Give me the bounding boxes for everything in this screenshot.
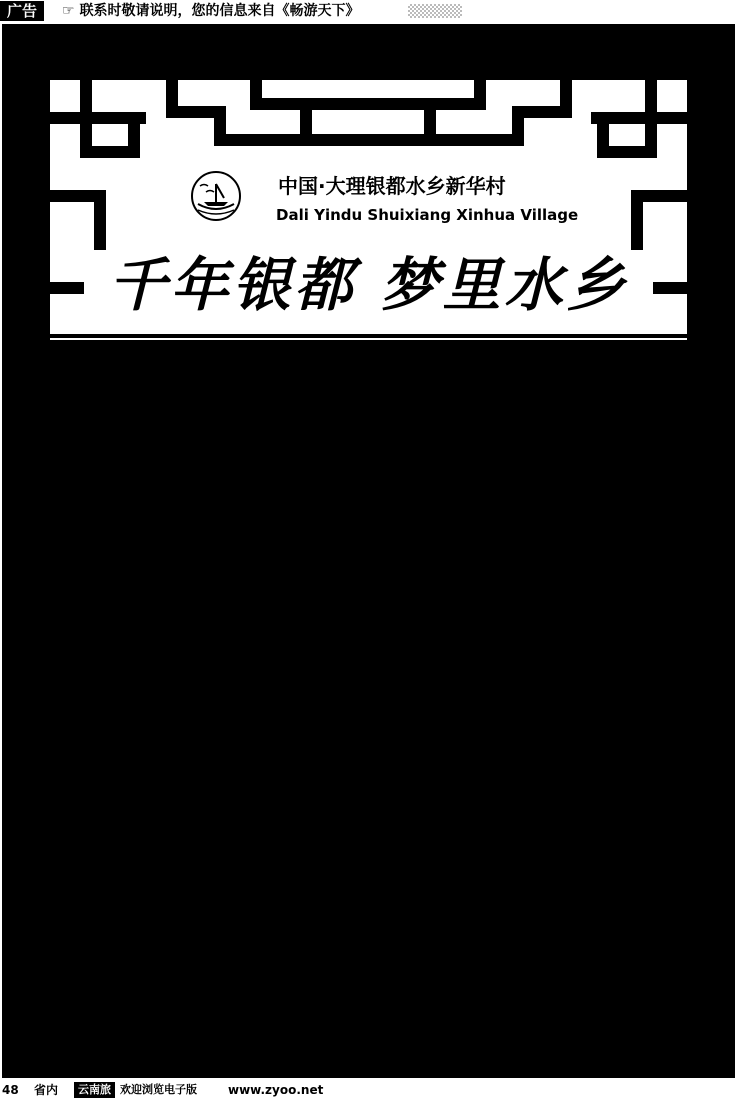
left-column — [50, 356, 360, 672]
fax-number: 传真：0872-4139546 — [434, 872, 578, 887]
village-sketch-illustration — [44, 720, 374, 1040]
right-column — [378, 356, 688, 718]
slogan-title: 千年银都 梦里水乡 — [108, 251, 629, 319]
notice-text: 联系时敬请说明，您的信息来自《畅游天下》 — [79, 3, 360, 19]
lijiang-office: 丽江办事处：0888-3108578 — [434, 912, 617, 927]
notice-mark-icon: ☞ — [62, 3, 74, 19]
section-label: 省内 — [34, 1083, 59, 1097]
paragraph: 银都水乡新华村，是一个典型的白族聚居村落，白族人口占98%，早在唐代南诏国时期，石寨子匠人就开始从事金银铜等手工艺品的加工制作，世代相传，延续至今。沿着这小锤敲过千年的痕迹，历史蕴育了誉满海内外的“鹤川匠人”。 — [50, 472, 360, 578]
ad-label: 广告 — [0, 1, 44, 21]
paragraph: 银都水乡新华村，万亩草海湿地，百鸟齐飞；十里荷塘飘香、千里芦苇扬花。极其丰富的地下水资源全国罕见，家家户户甘泉喷涌，鹤厚清澈、四季涌动，洗尽凡尘从不干涸，素有“泉潭之乡”的美誉。别具特色的风景吸引了大批中外游客到此观光游览，成为云南省旅游二次创业的首批国家AAAA级精品旅游景区。 — [378, 427, 688, 555]
paragraph: 新华村因其悠久的手工艺文化、优美的田园风光及丰富的地下水资源，2000年被国家文化部和中国村社发展促进会命名为“中国民间艺术之乡”、“中国民俗文化村”，2006年评为“云南十大名镇” 称号。 — [378, 563, 688, 646]
page-number: 48 — [2, 1083, 19, 1097]
footer-text: 欢迎浏览电子版 — [120, 1083, 197, 1096]
village-name-cn: 中国·大理银都水乡新华村 — [278, 174, 506, 198]
village-name-en: Dali Yindu Shuixiang Xinhua Village — [276, 206, 579, 224]
magazine-logo: 云南旅 — [74, 1082, 115, 1098]
paragraph: 银都水乡新华村是依原生态自然村落建成的国家AAAA级旅游景区。新华村原名石寨子，坐落于大理州西北部，处于大理至香格里拉黄金旅游线上，距大理古城126公里，离新近开通的大丽铁路仅8公里，与丽江古城相距38公里，到丽江国际机场仅12公里。交通十分便利。 — [50, 360, 360, 465]
paragraph: 依托银都水乡新华村一脉相传的银器文化与得天独厚的自然风光，景区现已发展为集旅游观光、休闲度假、康体养生为一体的多功能旅游景区。 — [378, 653, 688, 713]
kunming-office: 昆明办事处：0871-3153016 — [434, 934, 617, 949]
paragraph: 大的手工艺旅游商品集散地，成为世界手工艺文化遗产的传承故园，也成为了世界闻名遐迩的银都。“新华石寨子银器”成为全国著名的银器手工艺品牌。 — [378, 360, 688, 420]
page-footer — [0, 1080, 737, 1100]
contact-person: 联系人：段小姐13577854559 — [434, 974, 625, 989]
boat-logo-icon — [190, 170, 242, 222]
paragraph: 独具特色、精美绝伦的新华银铜器手工艺制品，沿着茶马古道之路深入西藏、甘肃远涉印度、尼泊尔等地，其手工艺精品不仅具有较高的艺术鉴赏价值，还具有历史文化价值，因此新华村成为东南亚最 — [50, 585, 360, 668]
footer-url[interactable]: www.zyoo.net — [228, 1083, 324, 1097]
consult-phone: 景区咨询电话：0872-4138347 — [434, 850, 630, 865]
slogan-divider — [38, 334, 698, 338]
